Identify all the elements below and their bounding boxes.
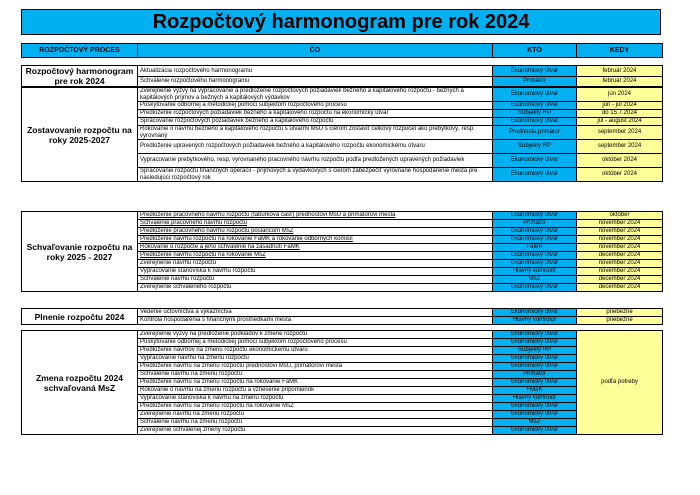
responsible-party: Ekonomický útvar [493, 339, 577, 347]
responsible-party: Ekonomický útvar [493, 118, 577, 126]
section-table [21, 211, 663, 292]
responsible-party: Prednosta,primátor [493, 126, 577, 140]
table-row [22, 212, 663, 220]
table-row [22, 66, 663, 77]
task-description: Zverejnenie výzvy na predloženie podkladov k zmene rozpočtu [138, 331, 493, 339]
responsible-party: Subjekty RP [493, 347, 577, 355]
task-description: Poskytovanie odbornej a metodickej pomoci subjektom rozpočtového procesu [138, 102, 493, 110]
task-description: Schválenie rozpočtového harmonogramu [138, 76, 493, 87]
deadline: február 2024 [577, 66, 663, 77]
task-description: Zverejnenie schváleného rozpočtu [138, 284, 493, 292]
deadline: priebežne [577, 317, 663, 325]
process-name: Plnenie rozpočtu 2024 [22, 309, 138, 325]
section-table [21, 87, 663, 182]
task-description: Poskytovanie odbornej a metodickej pomoci subjektom rozpočtového procesu [138, 339, 493, 347]
task-description: Rokovanie o rozpočte a jeho schválenie na zasadnutí FaMK [138, 244, 493, 252]
deadline: október 2024 [577, 154, 663, 168]
task-description: Schválenie pracovného návrhu rozpočtu [138, 220, 493, 228]
task-description: Schválenie návrhu na zmenu rozpočtu [138, 371, 493, 379]
responsible-party: MsZ [493, 276, 577, 284]
task-description: Spracovanie rozpočtu finančných operácií - príjmových a výdavkových s cieľom zabezpečiť vyrovnané hospodárenie mesta pre nasledujúci rozpočtový rok [138, 168, 493, 182]
task-description: Zverejnenie návrhu na zmenu rozpočtu [138, 411, 493, 419]
task-description: Predloženie návrhu na zmenu rozpočtu na rokovanie MsZ [138, 403, 493, 411]
deadline: december 2024 [577, 252, 663, 260]
responsible-party: MsZ [493, 419, 577, 427]
process-name: Zmena rozpočtu 2024 schvaľovaná MsZ [22, 331, 138, 435]
header-row [22, 44, 663, 58]
responsible-party: FaMK [493, 244, 577, 252]
task-description: Vypracovanie stanoviska k návrhu rozpočtu [138, 268, 493, 276]
header-kedy: KEDY [577, 44, 663, 58]
task-description: Predloženie rozpočtových požiadaviek bežného a kapitálového rozpočtu na ekonomický útvar [138, 110, 493, 118]
responsible-party: Ekonomický útvar [493, 411, 577, 419]
section-table [21, 330, 663, 435]
task-description: Zverejnenie výzvy na vypracovanie a predloženie rozpočtových požiadaviek bežného a kapitálového rozpočtu - bežných a kapitálových príjmov a bežných a kapitálových výdavkov [138, 88, 493, 102]
responsible-party: Ekonomický útvar [493, 212, 577, 220]
header-table [21, 43, 663, 58]
responsible-party: Primátor [493, 371, 577, 379]
responsible-party: Ekonomický útvar [493, 355, 577, 363]
responsible-party: Subjekty RP [493, 140, 577, 154]
deadline: do 15.7.2024 [577, 110, 663, 118]
section-table [21, 308, 663, 325]
table-row [22, 309, 663, 317]
task-description: Vedenie účtovníctva a výkazníctva [138, 309, 493, 317]
responsible-party: Subjekty RP [493, 110, 577, 118]
task-description: Vypracovanie stanoviska k návrhu na zmenu rozpočtu [138, 395, 493, 403]
deadline: november 2024 [577, 260, 663, 268]
responsible-party: Hlavný kontrolór [493, 268, 577, 276]
responsible-party: Ekonomický útvar [493, 363, 577, 371]
deadline: september 2024 [577, 126, 663, 140]
deadline: november 2024 [577, 244, 663, 252]
task-description: Predloženie pracovného návrhu rozpočtu (tabuľková časť) prednostovi MsÚ a primátorovi mesta [138, 212, 493, 220]
task-description: Spracovanie rozpočtových požiadaviek bežného a kapitálového rozpočtu [138, 118, 493, 126]
header-proces: ROZPOČTOVÝ PROCES [22, 44, 138, 58]
responsible-party: Ekonomický útvar [493, 260, 577, 268]
task-description: Zverejnenie schválenej zmeny rozpočtu [138, 427, 493, 435]
process-name: Schvaľovanie rozpočtu na roky 2025 - 2027 [22, 212, 138, 292]
task-description: Predloženie upravených rozpočtových požiadaviek bežného a kapitálového rozpočtu ekonomickému útvaru [138, 140, 493, 154]
responsible-party: Ekonomický útvar [493, 427, 577, 435]
responsible-party: Ekonomický útvar [493, 88, 577, 102]
responsible-party: Hlavný kontrolór [493, 317, 577, 325]
deadline: november 2024 [577, 236, 663, 244]
table-row [22, 88, 663, 102]
task-description: Vypracovanie prebytkového, resp. vyrovnaného pracovného návrhu rozpočtu podľa predložených upravených požiadaviek [138, 154, 493, 168]
task-description: Vypracovanie návrhu na zmenu rozpočtu [138, 355, 493, 363]
task-description: Predloženie návrhu na zmenu rozpočtu prednostovi MsÚ, primátorovi mesta [138, 363, 493, 371]
deadline: október 2024 [577, 168, 663, 182]
responsible-party: FMaK [493, 387, 577, 395]
responsible-party: Ekonomický útvar [493, 252, 577, 260]
responsible-party: Primátor [493, 76, 577, 87]
deadline: jún 2024 [577, 88, 663, 102]
responsible-party: Primátor [493, 220, 577, 228]
task-description: Predloženie pracovného návrhu rozpočtu poslancom MsZ [138, 228, 493, 236]
header-co: ČO [138, 44, 493, 58]
responsible-party: Ekonomický útvar [493, 66, 577, 77]
responsible-party: Ekonomický útvar [493, 284, 577, 292]
deadline: február 2024 [577, 76, 663, 87]
responsible-party: Ekonomický útvar [493, 228, 577, 236]
responsible-party: Ekonomický útvar [493, 379, 577, 387]
deadline: december 2024 [577, 284, 663, 292]
deadline: október [577, 212, 663, 220]
task-description: Aktualizácia rozpočtového harmonogramu [138, 66, 493, 77]
task-description: Kontrola hospodárenia s finančnými prostriedkami mesta [138, 317, 493, 325]
process-name: Zostavovanie rozpočtu na roky 2025-2027 [22, 88, 138, 182]
deadline: podľa potreby [577, 331, 663, 435]
task-description: Schválenie návrhu rozpočtu [138, 276, 493, 284]
deadline: november 2024 [577, 268, 663, 276]
responsible-party: Ekonomický útvar [493, 102, 577, 110]
task-description: Rokovanie o návrhu na zmenu rozpočtu a vznesenie pripomienok [138, 387, 493, 395]
task-description: Rokovanie o návrhu bežného a kapitálového rozpočtu s útvarmi MsÚ s cieľom zostaviť celkový rozpočet ako prebytkový, resp. vyrovnaný [138, 126, 493, 140]
responsible-party: Ekonomický útvar [493, 331, 577, 339]
header-kto: KTO [493, 44, 577, 58]
section-table [21, 65, 663, 87]
responsible-party: Ekonomický útvar [493, 236, 577, 244]
task-description: Predloženie návrhov na zmenu rozpočtu ekonomickému útvaru [138, 347, 493, 355]
task-description: Zverejnenie návrhu rozpočtu [138, 260, 493, 268]
responsible-party: Ekonomický útvar [493, 403, 577, 411]
deadline: december 2024 [577, 276, 663, 284]
page-title: Rozpočtový harmonogram pre rok 2024 [21, 9, 661, 35]
task-description: Schválenie návrhu na zmenu rozpočtu [138, 419, 493, 427]
responsible-party: Hlavný kontrolór [493, 395, 577, 403]
task-description: Predloženie návrhu rozpočtu na rokovanie MsZ [138, 252, 493, 260]
task-description: Predloženie návrhu na zmenu rozpočtu na rokovanie FaMK [138, 379, 493, 387]
deadline: november 2024 [577, 220, 663, 228]
deadline: jún - júl 2024 [577, 102, 663, 110]
responsible-party: Ekonomický útvar [493, 168, 577, 182]
responsible-party: Ekonomický útvar [493, 154, 577, 168]
deadline: september 2024 [577, 140, 663, 154]
process-name: Rozpočtový harmonogram pre rok 2024 [22, 66, 138, 87]
table-row [22, 331, 663, 339]
deadline: júl - august 2024 [577, 118, 663, 126]
deadline: priebežne [577, 309, 663, 317]
task-description: Predloženie návrhu rozpočtu na rokovanie FaMK a rokovanie odborných komisií [138, 236, 493, 244]
deadline: november 2024 [577, 228, 663, 236]
responsible-party: Ekonomický útvar [493, 309, 577, 317]
